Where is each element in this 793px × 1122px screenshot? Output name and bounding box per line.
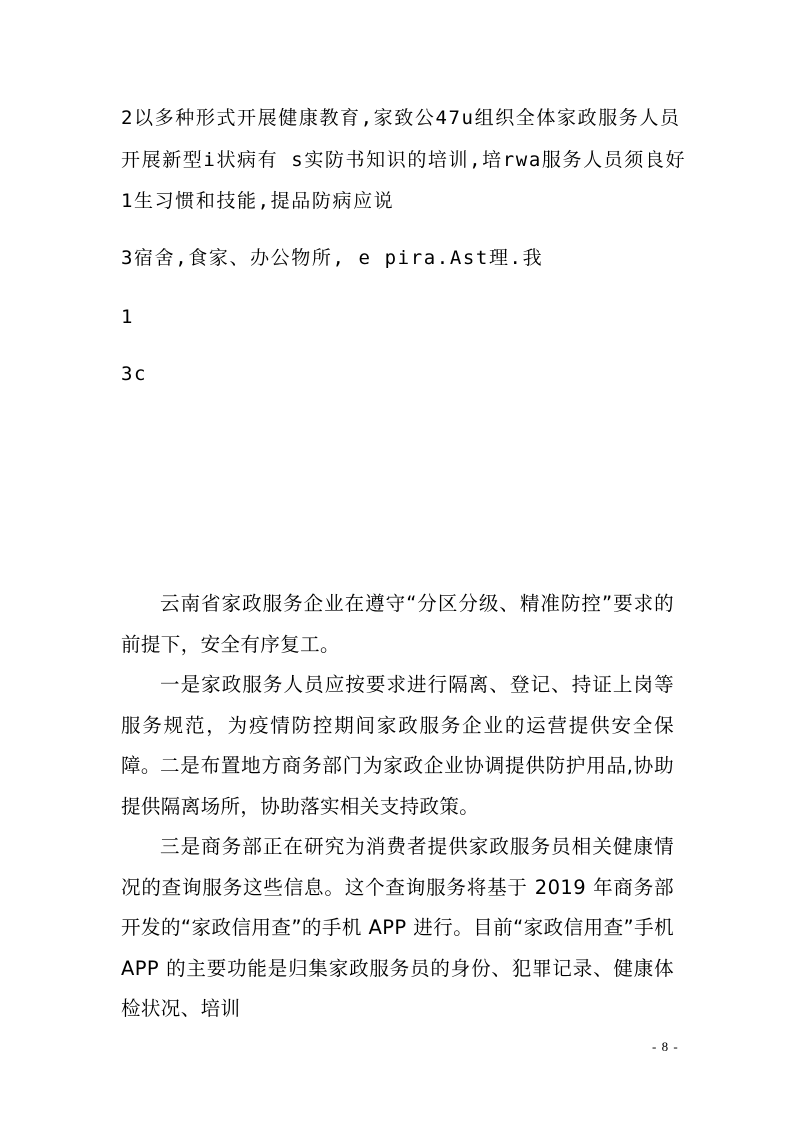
body-paragraph-3: 二是布置地方商务部门为家政企业协调提供防护用品,协助提供隔离场所，协助落实相关支持政策。 — [121, 754, 674, 818]
ocr-line-3c: 3c — [121, 363, 148, 385]
ocr-paragraph-2: 2以多种形式开展健康教育,家致公47u组织全体家政服务人员开展新型i状病有 s实防书知识的培训,培rwa服务人员须良好1生习惯和技能,提品防病应说 — [121, 107, 687, 212]
ocr-line-1: 1 — [121, 306, 135, 328]
body-paragraph-1: 云南省家政服务企业在遵守“分区分级、精准防控”要求的前提下，安全有序复工。 — [121, 592, 674, 656]
ocr-line-3: 3宿舍,食家、办公物所, e pira.Ast理.我 — [121, 247, 544, 269]
page-number: - 8 - — [652, 1039, 679, 1054]
body-paragraph-4: 三是商务部正在研究为消费者提供家政服务员相关健康情况的查询服务这些信息。这个查询服务将基于 2019 年商务部开发的“家政信用查”的手机 APP 进行。目前“家政信用查”手机 APP 的主要功能是归集家政服务员的身份、犯罪记录、健康体检状况、培训 — [121, 835, 674, 1020]
body-paragraph-2: 一是家政服务人员应按要求进行隔离、登记、持证上岗等服务规范，为疫情防控期间家政服务企业的运营提供安全保障。 — [121, 673, 674, 777]
